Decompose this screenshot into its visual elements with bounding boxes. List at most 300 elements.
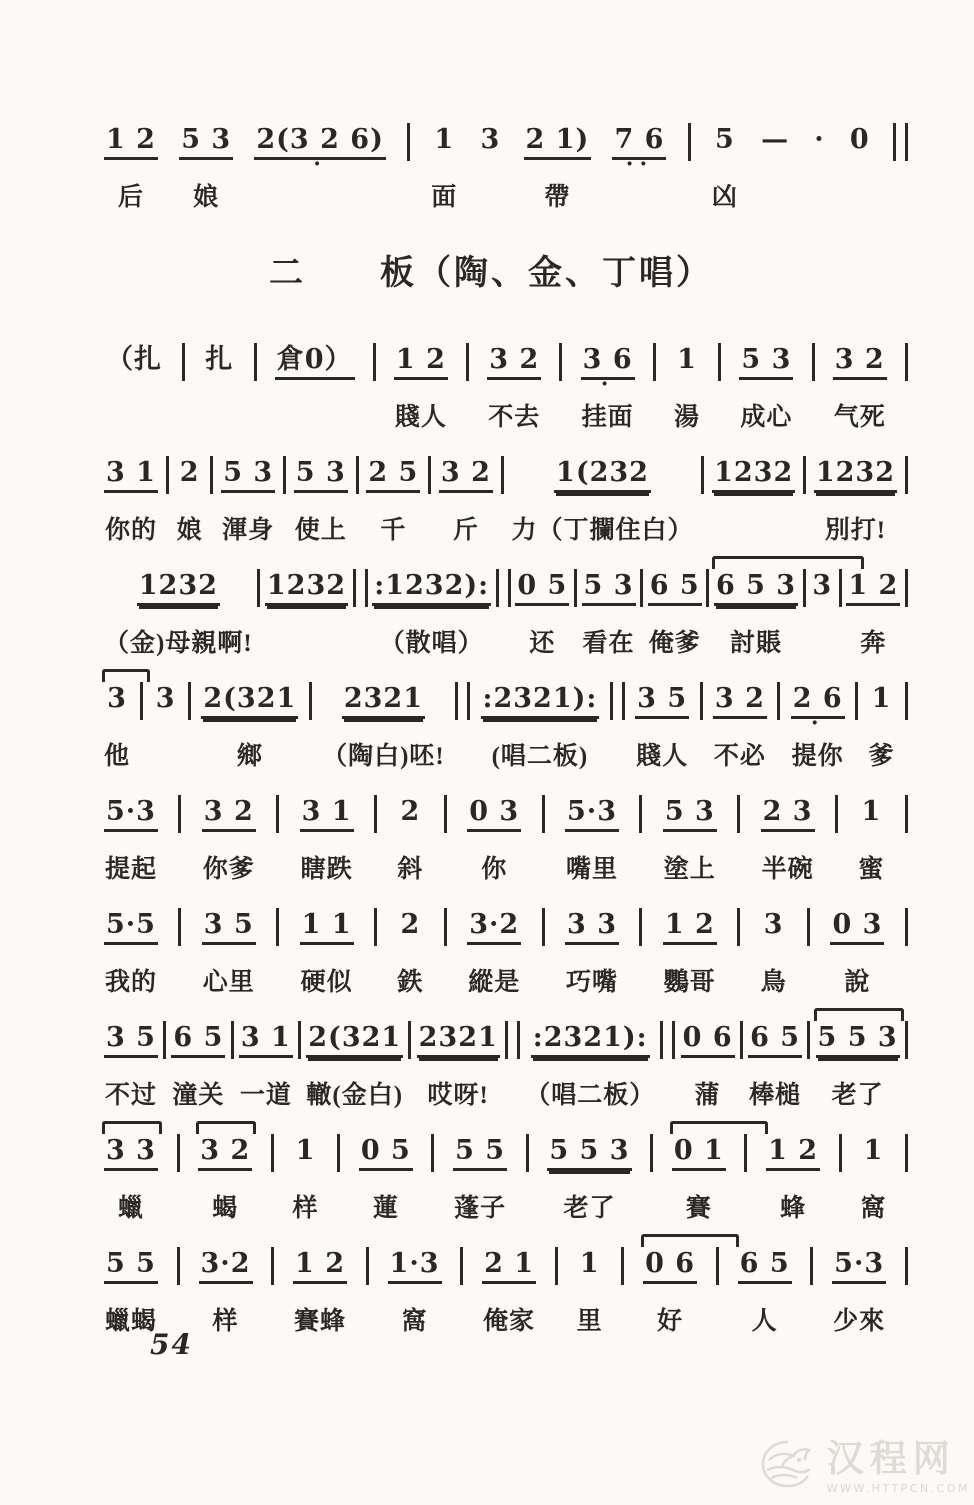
note-group: 3 5: [635, 685, 689, 719]
barline: [807, 1021, 810, 1059]
note-group: 倉0）: [275, 346, 355, 380]
octave-dots: [551, 160, 565, 173]
note-cell: [663, 798, 717, 885]
barline: [701, 456, 704, 494]
lyric: 少來: [833, 1308, 886, 1336]
note-cell: [417, 1024, 500, 1111]
barline: [210, 456, 213, 494]
note-cell: [293, 1137, 319, 1224]
barline: [905, 569, 908, 607]
note-group: 2(3 2 6): [254, 126, 386, 160]
barline: [812, 343, 815, 381]
note-group: 3 3: [104, 1137, 158, 1171]
note-group: 扎: [205, 344, 234, 375]
note-cell: [104, 798, 158, 885]
note-group: 3 1: [239, 1024, 293, 1058]
lyric: 轍(金白): [306, 1082, 404, 1110]
barline: [374, 795, 377, 833]
note-row: [104, 798, 908, 885]
slur-bracket: [712, 556, 864, 569]
note-cell: [104, 911, 158, 998]
note-cell: [104, 685, 130, 772]
note-cell: [810, 572, 834, 659]
double-barline: [496, 569, 511, 607]
lyric: 凶: [711, 184, 738, 212]
lyric: 瞎跌: [300, 856, 353, 884]
note-cell: [816, 1024, 900, 1111]
note-group: 1232: [712, 459, 795, 493]
barline: [905, 456, 908, 494]
note-group: 0 5: [515, 572, 569, 606]
note-group: 1: [677, 344, 697, 375]
barline: [542, 795, 545, 833]
lyric: 蜂: [780, 1195, 807, 1223]
note-cell: [761, 911, 787, 998]
barline: [810, 1247, 813, 1285]
octave-dots: [222, 832, 236, 845]
octave-dots: [767, 945, 781, 958]
watermark-url: WWW.HTTPCN.COM: [826, 1482, 970, 1495]
octave-dots: [183, 493, 197, 506]
intro-system-mount: [104, 126, 908, 244]
octave-dots: [781, 832, 795, 845]
note-group: 3 5: [104, 1024, 158, 1058]
lyric: 嘴里: [566, 856, 619, 884]
octave-dots: [218, 1171, 232, 1184]
note-group: 3 2: [202, 798, 256, 832]
note-row: [104, 1250, 908, 1337]
octave-dots: [110, 719, 124, 732]
lyric: 你爹: [202, 856, 255, 884]
octave-dots: [320, 832, 334, 845]
barline: [835, 795, 838, 833]
note-group: :1232):: [372, 572, 491, 606]
lyric: 鳥: [760, 969, 787, 997]
barline: [839, 1134, 842, 1172]
note-cell: [512, 459, 694, 546]
music-system: [104, 126, 908, 244]
barline: [177, 1134, 180, 1172]
octave-dots: [308, 380, 322, 393]
barline: [501, 456, 504, 494]
octave-dots: [875, 719, 889, 732]
note-group: 2: [400, 796, 421, 827]
note-cell: [275, 346, 355, 433]
note-cell: [359, 1137, 413, 1224]
barline: [740, 1021, 743, 1059]
note-cell: [199, 1250, 253, 1337]
lyric: 斤: [452, 517, 479, 545]
note-group: 5 3: [179, 126, 233, 160]
octave-dots: [487, 945, 501, 958]
barline: [905, 908, 908, 946]
note-group: 1(232: [554, 459, 651, 493]
score-body: [104, 346, 908, 1363]
barline: [688, 123, 691, 161]
octave-dots: [437, 160, 451, 173]
barline: [905, 1021, 908, 1059]
lyric: 哎呀!: [427, 1082, 489, 1110]
note-group: 2 6: [791, 685, 845, 719]
slur-bracket: [641, 1234, 739, 1247]
octave-dots: [815, 606, 829, 619]
watermark: [755, 1436, 970, 1499]
octave-dots: [124, 945, 138, 958]
barline: [653, 343, 656, 381]
lyric: 奔: [860, 630, 887, 658]
double-barline: [455, 682, 470, 720]
note-cell: [525, 1024, 655, 1111]
note-cell: [254, 126, 386, 213]
barline: [356, 456, 359, 494]
lyric: 使上: [294, 517, 347, 545]
note-group: :2321):: [531, 1024, 650, 1058]
note-cell: [833, 346, 887, 433]
note-group: 0: [849, 124, 870, 155]
note-group: 5 3: [294, 459, 348, 493]
lyric: 面: [431, 184, 458, 212]
lyric: 鉄: [397, 969, 424, 997]
note-group: 0 1: [672, 1137, 726, 1171]
note-group: 3: [155, 683, 176, 714]
note-cell: [712, 459, 795, 546]
note-group: （扎: [106, 344, 162, 375]
lyric: 还: [529, 630, 556, 658]
note-group: 2 1: [482, 1250, 536, 1284]
note-cell: [366, 459, 420, 546]
barline: [408, 1021, 411, 1059]
note-group: 5·3: [565, 798, 619, 832]
note-cell: [453, 1137, 507, 1224]
octave-dots: [404, 832, 418, 845]
barline: [807, 908, 810, 946]
note-group: 1 2: [293, 1250, 347, 1284]
octave-dots: [733, 719, 747, 732]
note-group: 5·3: [832, 1250, 886, 1284]
dragon-swirl-icon: [755, 1436, 821, 1499]
note-group: 2 5: [366, 459, 420, 493]
lyric: 看在: [582, 630, 635, 658]
note-cell: [830, 911, 884, 998]
octave-dots: [867, 1171, 881, 1184]
note-group: 5 3: [739, 346, 793, 380]
lyric: 俺爹: [648, 630, 701, 658]
lyric: 老了: [831, 1082, 884, 1110]
note-cell: [663, 911, 717, 998]
lyric: 提起: [104, 856, 157, 884]
octave-dots: [535, 606, 549, 619]
note-cell: [648, 572, 702, 659]
barline: [905, 1134, 908, 1172]
barline: [905, 795, 908, 833]
lyric: 蝎: [212, 1195, 239, 1223]
music-system: [104, 346, 908, 459]
octave-dots: [124, 1058, 138, 1071]
note-group: 3 3: [565, 911, 619, 945]
note-cell: [104, 1250, 158, 1337]
note-group: 6 5: [648, 572, 702, 606]
note-group: 1: [295, 1135, 316, 1166]
note-cell: [467, 798, 521, 885]
octave-dots: [314, 493, 328, 506]
lyric: 你的: [104, 517, 157, 545]
note-group: 1 2: [663, 911, 717, 945]
octave-dots: [313, 1284, 327, 1297]
note-cell: [812, 126, 826, 213]
lyric: 棒槌: [749, 1082, 802, 1110]
note-group: 0 6: [643, 1250, 697, 1284]
lyric: 討賬: [730, 630, 783, 658]
note-cell: [481, 685, 600, 772]
note-cell: [300, 798, 354, 885]
section-title: 二 板（陶、金、丁唱）: [269, 255, 713, 292]
octave-dots: [813, 160, 827, 173]
lyric: 不过: [104, 1082, 157, 1110]
lyric: 蓮: [372, 1195, 399, 1223]
note-group: 3·2: [467, 911, 521, 945]
octave-dots: [124, 493, 138, 506]
octave-dots: [379, 1171, 393, 1184]
octave-dots: [213, 380, 227, 393]
note-cell: [154, 685, 178, 772]
note-cell: [294, 459, 348, 546]
octave-dots: [655, 719, 669, 732]
barline: [166, 456, 169, 494]
note-cell: [581, 346, 635, 433]
lyric: 一道: [239, 1082, 292, 1110]
octave-dots: [241, 493, 255, 506]
note-group: 2321: [417, 1024, 500, 1058]
note-cell: [394, 346, 448, 433]
note-group: 3 2: [713, 685, 767, 719]
note-group: 1: [863, 1135, 884, 1166]
lyric: 蓬子: [454, 1195, 507, 1223]
note-group: 1 2: [766, 1137, 820, 1171]
note-group: 3 2: [833, 346, 887, 380]
octave-dots: [259, 1058, 273, 1071]
double-barline: [610, 682, 625, 720]
barline: [163, 1021, 166, 1059]
note-group: ·: [814, 124, 825, 155]
note-cell: [565, 798, 619, 885]
barline: [737, 795, 740, 833]
note-group: 2 3: [761, 798, 815, 832]
barline: [574, 569, 577, 607]
lyric: 人: [751, 1308, 778, 1336]
note-group: 3 2: [439, 459, 493, 493]
note-cell: [198, 1137, 252, 1224]
note-cell: [293, 1250, 347, 1337]
lyric: 气死: [833, 404, 886, 432]
octave-dots: [692, 1171, 706, 1184]
note-cell: [397, 911, 423, 998]
note-cell: [104, 572, 253, 659]
barline: [178, 795, 181, 833]
lyric: 成心: [740, 404, 793, 432]
slur-bracket: [196, 1121, 256, 1134]
barline: [460, 1247, 463, 1285]
note-cell: [674, 346, 700, 433]
note-group: 5 3: [221, 459, 275, 493]
note-cell: [487, 346, 541, 433]
octave-dots: ·: [810, 710, 825, 737]
barline: [254, 343, 257, 381]
octave-dots: [786, 1171, 800, 1184]
note-group: 5 5 3: [547, 1137, 631, 1171]
note-cell: [322, 685, 445, 772]
octave-dots: [683, 832, 697, 845]
note-group: 2 1): [524, 126, 592, 160]
note-cell: [397, 798, 423, 885]
note-cell: [104, 1024, 158, 1111]
note-cell: [846, 572, 900, 659]
barline: [428, 456, 431, 494]
note-cell: [439, 459, 493, 546]
barline: [905, 1247, 908, 1285]
note-group: 2: [179, 457, 200, 488]
octave-dots: [124, 1284, 138, 1297]
lyric: 蒲: [694, 1082, 721, 1110]
note-cell: [179, 126, 233, 213]
note-cell: [738, 1250, 792, 1337]
lyric: 后: [117, 184, 144, 212]
lyric: （唱二板）: [525, 1082, 656, 1110]
lyric: 挂面: [581, 404, 634, 432]
note-group: 5 5: [104, 1250, 158, 1284]
note-group: 7 6: [612, 126, 666, 160]
note-group: 1: [434, 124, 455, 155]
lyric: 窩: [401, 1308, 428, 1336]
barline: [803, 569, 806, 607]
barline: [639, 908, 642, 946]
octave-dots: [484, 160, 498, 173]
lyric: 里: [576, 1308, 603, 1336]
barline: [257, 569, 260, 607]
note-cell: [766, 1137, 820, 1224]
lyric: 蜜: [858, 856, 885, 884]
slur-bracket: [102, 669, 150, 682]
note-cell: [482, 1250, 536, 1337]
octave-dots: [663, 1284, 677, 1297]
note-group: 5: [714, 124, 735, 155]
note-group: 3 5: [202, 911, 256, 945]
lyric: 賤人: [636, 743, 689, 771]
lyric: 娘: [176, 517, 203, 545]
octave-dots: [159, 719, 173, 732]
lyric: 說: [844, 969, 871, 997]
note-cell: [202, 911, 256, 998]
barline: [905, 682, 908, 720]
note-group: 1232: [265, 572, 348, 606]
note-group: 1·3: [388, 1250, 442, 1284]
lyric: 不必: [713, 743, 766, 771]
note-cell: [612, 126, 666, 213]
note-cell: [239, 1024, 293, 1111]
octave-dots: [199, 160, 213, 173]
barline: [431, 1134, 434, 1172]
double-barline: [353, 569, 368, 607]
note-cell: [524, 126, 592, 213]
lyric: 巧嘴: [566, 969, 619, 997]
music-system: [104, 911, 908, 1024]
barline: [905, 343, 908, 381]
note-row: [104, 1024, 908, 1111]
lyric: 鄉: [236, 743, 263, 771]
note-group: 3 2: [487, 346, 541, 380]
page-number: 54: [150, 1328, 193, 1361]
note-row: [104, 459, 908, 546]
watermark-site-name: 汉程网: [826, 1439, 956, 1480]
note-group: 5·3: [104, 798, 158, 832]
note-cell: [712, 126, 738, 213]
slur-bracket: [814, 1008, 904, 1021]
barline: [271, 1247, 274, 1285]
note-cell: [848, 126, 872, 213]
octave-dots: [683, 945, 697, 958]
barline: [337, 1134, 340, 1172]
music-system: [104, 1250, 908, 1363]
barline: [178, 908, 181, 946]
barline: [700, 682, 703, 720]
barline: [718, 343, 721, 381]
note-group: —: [761, 124, 790, 155]
note-group: 1 2: [394, 346, 448, 380]
octave-dots: [414, 380, 428, 393]
note-cell: [547, 1137, 631, 1224]
octave-dots: [851, 945, 865, 958]
barline: [231, 1021, 234, 1059]
note-group: 3: [480, 124, 501, 155]
octave-dots: [718, 160, 732, 173]
barline: [374, 908, 377, 946]
lyric: (唱二板): [491, 743, 589, 771]
octave-dots: [192, 1058, 206, 1071]
note-group: 3: [812, 570, 833, 601]
octave-dots: [299, 1171, 313, 1184]
octave-dots: [222, 945, 236, 958]
lyric: 样: [292, 1195, 319, 1223]
octave-dots: [760, 380, 774, 393]
octave-dots: [758, 1284, 772, 1297]
octave-dots: [852, 1284, 866, 1297]
octave-dots: [853, 380, 867, 393]
double-barline: [660, 1021, 675, 1059]
lyric: （散唱）: [379, 630, 484, 658]
barline: [650, 1134, 653, 1172]
barline: [744, 1134, 747, 1172]
note-group: 1: [861, 796, 882, 827]
octave-dots: [701, 1058, 715, 1071]
barline: [309, 682, 312, 720]
note-group: 1: [871, 683, 892, 714]
note-cell: [860, 1137, 886, 1224]
barline: [276, 908, 279, 946]
octave-dots: [473, 1171, 487, 1184]
lyric: 鸚哥: [663, 969, 716, 997]
octave-dots: [124, 832, 138, 845]
note-group: 3 1: [104, 459, 158, 493]
lyric: 娘: [193, 184, 220, 212]
lyric: 斜: [397, 856, 424, 884]
note-cell: [577, 1250, 603, 1337]
barline: [407, 123, 410, 161]
note-cell: [202, 798, 256, 885]
slur-bracket: [102, 1121, 162, 1134]
lyric: 好: [657, 1308, 684, 1336]
barline: [803, 456, 806, 494]
music-system: [104, 1137, 908, 1250]
lyric: 样: [212, 1308, 239, 1336]
